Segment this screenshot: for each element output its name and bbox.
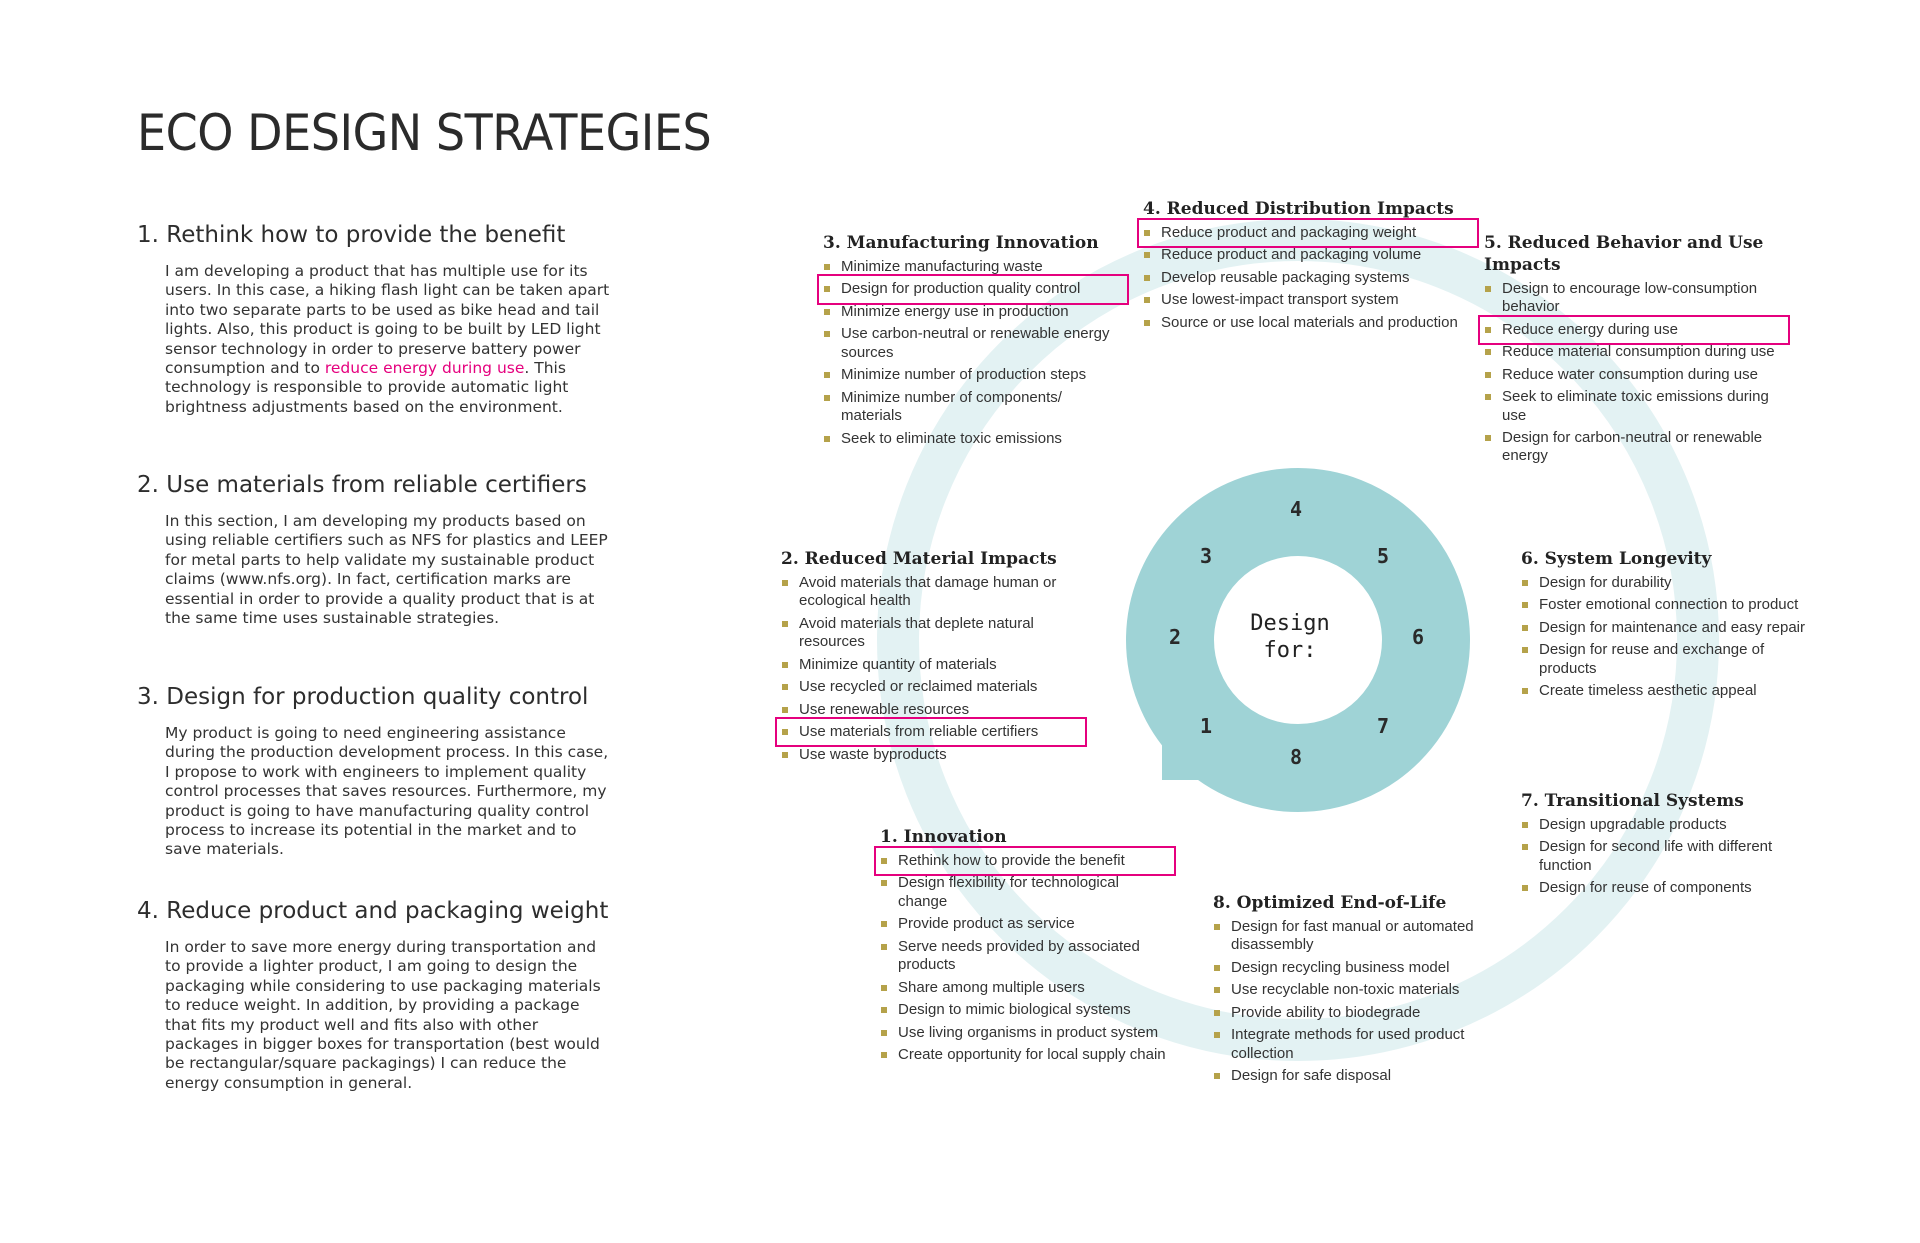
list-item: Minimize quantity of materials: [781, 656, 1081, 674]
strategy-group-7: [1521, 790, 1781, 902]
wheel-center-label: Design for:: [1250, 611, 1330, 663]
group-title: 3. Manufacturing Innovation: [823, 233, 1099, 253]
list-item: Minimize number of production steps: [823, 366, 1123, 384]
list-item: Use recycled or reclaimed materials: [781, 678, 1081, 696]
strategy-group-5: [1484, 232, 1784, 470]
list-item: Design for safe disposal: [1213, 1067, 1483, 1085]
list-item: Use lowest-impact transport system: [1143, 291, 1473, 309]
strategy-group-4: [1143, 198, 1473, 336]
list-item: Design for fast manual or automated disassembly: [1213, 918, 1483, 955]
list-item: Design for reuse and exchange of products: [1521, 641, 1821, 678]
list-item: Provide product as service: [880, 915, 1170, 933]
list-item: Provide ability to biodegrade: [1213, 1004, 1483, 1022]
strategy-group-3: [823, 232, 1123, 452]
list-item-highlighted: Design for production quality control: [823, 280, 1123, 298]
list-item: Develop reusable packaging systems: [1143, 269, 1473, 287]
list-item: Seek to eliminate toxic emissions during use: [1484, 388, 1784, 425]
list-item: Seek to eliminate toxic emissions: [823, 430, 1123, 448]
list-item: Design flexibility for technological change: [880, 874, 1170, 911]
list-item: Use renewable resources: [781, 701, 1081, 719]
group-title: 8. Optimized End-of-Life: [1213, 893, 1447, 913]
list-item: Design for reuse of components: [1521, 879, 1781, 897]
strategy-group-2: [781, 548, 1081, 768]
wheel-number-4: 4: [1290, 497, 1303, 521]
section-heading: 3. Design for production quality control: [137, 684, 589, 710]
list-item: Create timeless aesthetic appeal: [1521, 682, 1821, 700]
group-title: 4. Reduced Distribution Impacts: [1143, 199, 1454, 219]
list-item: Use carbon-neutral or renewable energy sources: [823, 325, 1123, 362]
list-item: Design upgradable products: [1521, 816, 1781, 834]
group-title: 7. Transitional Systems: [1521, 791, 1744, 811]
wheel-number-3: 3: [1200, 544, 1213, 568]
wheel-number-5: 5: [1377, 544, 1390, 568]
wheel-number-6: 6: [1412, 625, 1425, 649]
list-item: Design for durability: [1521, 574, 1821, 592]
section-body: In this section, I am developing my products based on using reliable certifiers such as NFS for plastics and LEEP for metal parts to help validate my sustainable product claims (www.nfs.org). In fact, certification marks are essential in order to provide a quality product that is at the same time uses sustainable strategies.: [165, 512, 608, 628]
section-1: [137, 222, 637, 417]
section-4: [137, 898, 637, 1093]
list-item: Integrate methods for used product collection: [1213, 1026, 1483, 1063]
list-item: Minimize energy use in production: [823, 303, 1123, 321]
list-item: Avoid materials that deplete natural resources: [781, 615, 1081, 652]
wheel-number-7: 7: [1377, 714, 1390, 738]
section-heading: 2. Use materials from reliable certifiers: [137, 472, 587, 498]
list-item-highlighted: Use materials from reliable certifiers: [781, 723, 1081, 741]
list-item: Use living organisms in product system: [880, 1024, 1170, 1042]
section-body: In order to save more energy during transportation and to provide a lighter product, I am going to design the packaging while considering to use packaging materials to reduce weight. In addition, by providing a package that fits my product well and fits also with other packages in bigger boxes for transportation (best would be rectangular/square packagings) I can reduce the energy consumption in general.: [165, 938, 601, 1092]
section-body: My product is going to need engineering assistance during the production development process. In this case, I propose to work with engineers to implement quality control processes that saves resources. Furthermore, my product is going to have manufacturing quality control process to increase its potential in the market and to save materials.: [165, 724, 609, 859]
group-title: 6. System Longevity: [1521, 549, 1712, 569]
list-item: Minimize number of components/ materials: [823, 389, 1123, 426]
list-item: Share among multiple users: [880, 979, 1170, 997]
list-item: Design for maintenance and easy repair: [1521, 619, 1821, 637]
list-item-highlighted: Reduce energy during use: [1484, 321, 1784, 339]
wheel-number-2: 2: [1169, 625, 1182, 649]
section-body: I am developing a product that has multiple use for its users. In this case, a hiking flash light can be taken apart into two separate parts to be used as bike head and tail lights. Also, this product is going to be built by LED light sensor technology in order to preserve battery power consumption and to reduce energy during use. This technology is responsible to provide automatic light brightness adjustments based on the environment.: [165, 262, 610, 416]
list-item: Minimize manufacturing waste: [823, 258, 1123, 276]
list-item: Foster emotional connection to product: [1521, 596, 1821, 614]
wheel-number-8: 8: [1290, 745, 1303, 769]
list-item: Reduce material consumption during use: [1484, 343, 1784, 361]
group-title: 5. Reduced Behavior and Use Impacts: [1484, 233, 1764, 275]
list-item: Create opportunity for local supply chain: [880, 1046, 1170, 1064]
highlighted-phrase: reduce energy during use: [324, 359, 525, 378]
section-2: [137, 472, 637, 628]
group-title: 1. Innovation: [880, 827, 1007, 847]
list-item: Design to encourage low-consumption behavior: [1484, 280, 1784, 317]
list-item-highlighted: Rethink how to provide the benefit: [880, 852, 1170, 870]
list-item: Source or use local materials and production: [1143, 314, 1473, 332]
strategy-group-8: [1213, 892, 1483, 1090]
list-item-highlighted: Reduce product and packaging weight: [1143, 224, 1473, 242]
page-title: ECO DESIGN STRATEGIES: [137, 104, 712, 162]
section-heading: 4. Reduce product and packaging weight: [137, 898, 609, 924]
list-item: Use waste byproducts: [781, 746, 1081, 764]
strategy-group-1: [880, 826, 1170, 1068]
list-item: Use recyclable non-toxic materials: [1213, 981, 1483, 999]
list-item: Design to mimic biological systems: [880, 1001, 1170, 1019]
list-item: Design for second life with different function: [1521, 838, 1781, 875]
section-3: [137, 684, 637, 860]
list-item: Design recycling business model: [1213, 959, 1483, 977]
list-item: Reduce water consumption during use: [1484, 366, 1784, 384]
list-item: Reduce product and packaging volume: [1143, 246, 1473, 264]
list-item: Design for carbon-neutral or renewable energy: [1484, 429, 1784, 466]
list-item: Avoid materials that damage human or ecological health: [781, 574, 1081, 611]
group-title: 2. Reduced Material Impacts: [781, 549, 1057, 569]
wheel-number-1: 1: [1200, 714, 1213, 738]
strategy-group-6: [1521, 548, 1821, 705]
section-heading: 1. Rethink how to provide the benefit: [137, 222, 566, 248]
list-item: Serve needs provided by associated products: [880, 938, 1170, 975]
